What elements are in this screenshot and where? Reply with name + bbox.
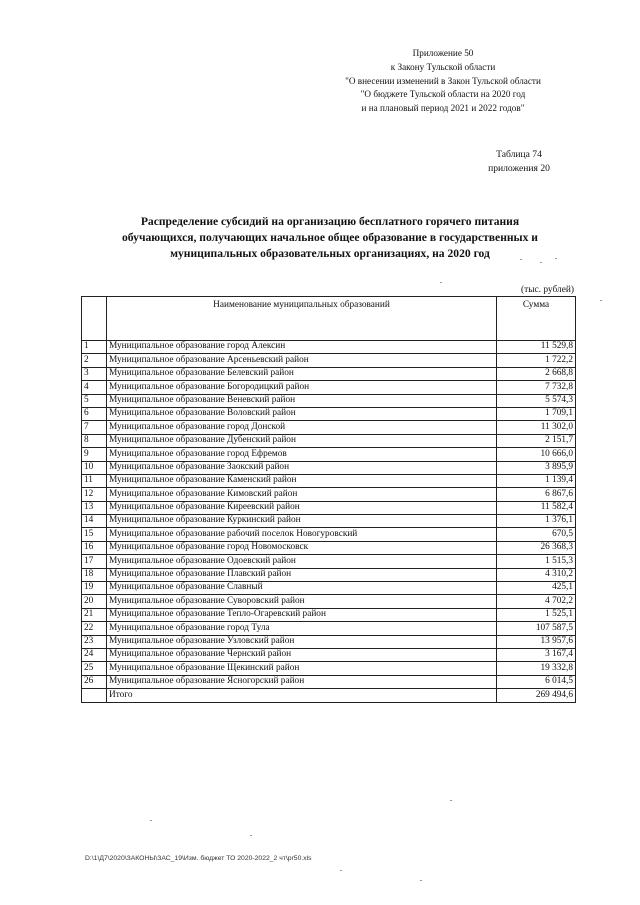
- row-sum-cell: 1 139,4: [497, 474, 576, 487]
- row-sum-cell: 1 515,3: [497, 555, 576, 568]
- row-number-cell: 6: [82, 407, 107, 420]
- scan-speck: [450, 800, 452, 801]
- scan-speck: [555, 258, 557, 259]
- row-number-cell: 8: [82, 434, 107, 447]
- table-row: [82, 407, 576, 420]
- total-sum-cell: 269 494,6: [497, 689, 576, 702]
- total-row: [82, 689, 576, 702]
- scan-speck: [150, 820, 152, 821]
- row-name-cell: Муниципальное образование Славный: [107, 582, 497, 595]
- scan-speck: [250, 835, 252, 836]
- row-number-cell: 10: [82, 461, 107, 474]
- table-body: [82, 341, 576, 703]
- scan-speck: [420, 880, 422, 881]
- row-name-cell: Муниципальное образование Суворовский район: [107, 595, 497, 608]
- header-line: "О внесении изменений в Закон Тульской области: [345, 75, 541, 86]
- table-row: [82, 568, 576, 581]
- row-sum-cell: 5 574,3: [497, 394, 576, 407]
- row-sum-cell: 4 310,2: [497, 568, 576, 581]
- row-number-cell: 5: [82, 394, 107, 407]
- row-number-cell: 15: [82, 528, 107, 541]
- row-number-cell: 22: [82, 622, 107, 635]
- table-row: [82, 488, 576, 501]
- table-ref-line: приложения 20: [488, 162, 550, 174]
- row-sum-cell: 11 302,0: [497, 421, 576, 434]
- row-number-cell: 24: [82, 648, 107, 661]
- row-number-cell: 1: [82, 341, 107, 354]
- table-row: [82, 354, 576, 367]
- row-name-cell: Муниципальное образование Одоевский район: [107, 555, 497, 568]
- row-number-cell: 21: [82, 608, 107, 621]
- row-sum-cell: 10 666,0: [497, 448, 576, 461]
- row-name-cell: Муниципальное образование Тепло-Огаревский район: [107, 608, 497, 621]
- table-row: [82, 541, 576, 554]
- table-row: [82, 622, 576, 635]
- row-number-cell: 11: [82, 474, 107, 487]
- row-name-cell: Муниципальное образование Каменский район: [107, 474, 497, 487]
- table-row: [82, 461, 576, 474]
- row-sum-cell: 425,1: [497, 582, 576, 595]
- row-sum-cell: 6 014,5: [497, 675, 576, 688]
- row-number-cell: 2: [82, 354, 107, 367]
- row-sum-cell: 6 867,6: [497, 488, 576, 501]
- row-name-cell: Муниципальное образование Арсеньевский район: [107, 354, 497, 367]
- row-name-cell: Муниципальное образование Ясногорский район: [107, 675, 497, 688]
- title-line: муниципальных образовательных организациях, на 2020 год: [170, 247, 490, 260]
- header-line: к Закону Тульской области: [390, 61, 496, 72]
- row-name-cell: Муниципальное образование Богородицкий район: [107, 381, 497, 394]
- subsidy-table: [81, 296, 576, 703]
- row-name-cell: Муниципальное образование Воловский район: [107, 407, 497, 420]
- row-number-cell: 20: [82, 595, 107, 608]
- table-row: [82, 608, 576, 621]
- row-sum-cell: 107 587,5: [497, 622, 576, 635]
- file-path-footer: D:\1\Д7\2020\ЗАКОНЫ\ЗАС_19\Изм. бюджет ТО 2020-2022_2 чт\pr50.xls: [85, 855, 312, 862]
- header-number-cell: [82, 297, 107, 341]
- row-sum-cell: 1 709,1: [497, 407, 576, 420]
- units-label: (тыс. рублей): [520, 285, 574, 295]
- appendix-header: [328, 47, 558, 116]
- row-sum-cell: 19 332,8: [497, 662, 576, 675]
- row-sum-cell: 26 368,3: [497, 541, 576, 554]
- document-title: [90, 214, 570, 262]
- table-reference: [474, 148, 564, 175]
- row-name-cell: Муниципальное образование город Новомосковск: [107, 541, 497, 554]
- row-number-cell: 12: [82, 488, 107, 501]
- row-sum-cell: 3 895,9: [497, 461, 576, 474]
- scan-speck: [340, 870, 342, 871]
- row-name-cell: Муниципальное образование город Алексин: [107, 341, 497, 354]
- row-sum-cell: 1 525,1: [497, 608, 576, 621]
- row-sum-cell: 2 151,7: [497, 434, 576, 447]
- row-sum-cell: 1 722,2: [497, 354, 576, 367]
- row-sum-cell: 3 167,4: [497, 648, 576, 661]
- row-name-cell: Муниципальное образование Киреевский район: [107, 501, 497, 514]
- row-number-cell: 9: [82, 448, 107, 461]
- title-line: обучающихся, получающих начальное общее образование в государственных и: [122, 231, 538, 244]
- row-number-cell: 23: [82, 635, 107, 648]
- header-name-cell: Наименование муниципальных образований: [107, 297, 497, 341]
- row-sum-cell: 13 957,6: [497, 635, 576, 648]
- row-name-cell: Муниципальное образование город Донской: [107, 421, 497, 434]
- table-row: [82, 648, 576, 661]
- table-row: [82, 448, 576, 461]
- row-sum-cell: 2 668,8: [497, 367, 576, 380]
- row-name-cell: Муниципальное образование город Ефремов: [107, 448, 497, 461]
- row-name-cell: Муниципальное образование Щекинский район: [107, 662, 497, 675]
- table-row: [82, 635, 576, 648]
- header-line: "О бюджете Тульской области на 2020 год: [360, 89, 526, 100]
- row-sum-cell: 11 529,8: [497, 341, 576, 354]
- header-sum-cell: Сумма: [497, 297, 576, 341]
- header-line: и на плановый период 2021 и 2022 годов": [361, 103, 525, 114]
- row-name-cell: Муниципальное образование Чернский район: [107, 648, 497, 661]
- scan-speck: [440, 282, 442, 283]
- header-line: Приложение 50: [412, 48, 474, 58]
- table-ref-line: Таблица 74: [496, 149, 542, 160]
- table-row: [82, 582, 576, 595]
- row-name-cell: Муниципальное образование Дубенский район: [107, 434, 497, 447]
- row-number-cell: 4: [82, 381, 107, 394]
- row-number-cell: 7: [82, 421, 107, 434]
- row-sum-cell: 1 376,1: [497, 515, 576, 528]
- table-row: [82, 474, 576, 487]
- row-name-cell: Муниципальное образование Кимовский район: [107, 488, 497, 501]
- table-header-row: [82, 297, 576, 341]
- row-sum-cell: 7 732,8: [497, 381, 576, 394]
- table-row: [82, 515, 576, 528]
- table-row: [82, 501, 576, 514]
- row-number-cell: 13: [82, 501, 107, 514]
- row-number-cell: 18: [82, 568, 107, 581]
- table-row: [82, 555, 576, 568]
- row-name-cell: Муниципальное образование Узловский район: [107, 635, 497, 648]
- total-label-cell: Итого: [107, 689, 497, 702]
- row-name-cell: Муниципальное образование город Тула: [107, 622, 497, 635]
- table-row: [82, 421, 576, 434]
- scan-speck: [520, 259, 522, 260]
- row-name-cell: Муниципальное образование Заокский район: [107, 461, 497, 474]
- row-number-cell: 3: [82, 367, 107, 380]
- row-sum-cell: 4 702,2: [497, 595, 576, 608]
- row-number-cell: 19: [82, 582, 107, 595]
- row-number-cell: 16: [82, 541, 107, 554]
- scan-speck: [540, 262, 542, 263]
- row-sum-cell: 670,5: [497, 528, 576, 541]
- row-name-cell: Муниципальное образование Плавский район: [107, 568, 497, 581]
- table-row: [82, 595, 576, 608]
- row-sum-cell: 11 582,4: [497, 501, 576, 514]
- table-row: [82, 367, 576, 380]
- row-number-cell: 17: [82, 555, 107, 568]
- table-row: [82, 528, 576, 541]
- row-number-cell: 25: [82, 662, 107, 675]
- table-row: [82, 381, 576, 394]
- row-name-cell: Муниципальное образование Белевский район: [107, 367, 497, 380]
- table-row: [82, 341, 576, 354]
- row-name-cell: Муниципальное образование рабочий поселок Новогуровский: [107, 528, 497, 541]
- row-name-cell: Муниципальное образование Веневский район: [107, 394, 497, 407]
- table-row: [82, 675, 576, 688]
- scan-speck: [600, 300, 602, 301]
- title-line: Распределение субсидий на организацию бесплатного горячего питания: [140, 215, 520, 228]
- row-number-cell: 26: [82, 675, 107, 688]
- table-row: [82, 394, 576, 407]
- total-number-cell: [82, 689, 107, 702]
- table-row: [82, 434, 576, 447]
- table-row: [82, 662, 576, 675]
- row-number-cell: 14: [82, 515, 107, 528]
- row-name-cell: Муниципальное образование Куркинский район: [107, 515, 497, 528]
